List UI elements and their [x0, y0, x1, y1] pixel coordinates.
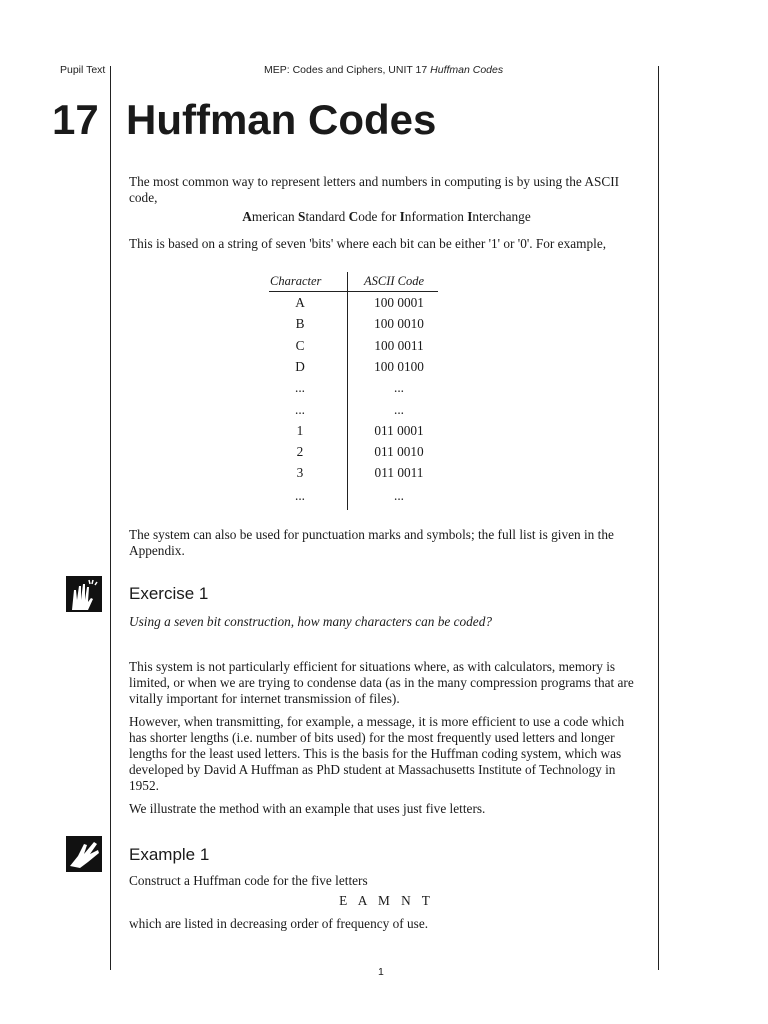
example-letters: E A M N T — [339, 893, 434, 908]
table-cell-character: B — [295, 316, 305, 331]
table-cell-code: 100 0001 — [374, 295, 424, 310]
acronym-rest: merican — [251, 209, 299, 224]
header-center — [264, 64, 503, 76]
table-cell-character: 1 — [296, 423, 304, 438]
table-cell-character: 3 — [296, 465, 304, 480]
header-left: Pupil Text — [60, 64, 106, 76]
intro-paragraph-1: The most common way to represent letters and numbers in computing is by using the ASCII code, — [129, 174, 620, 205]
acronym-rest: nformation — [404, 209, 468, 224]
table-cell-code: 100 0100 — [374, 359, 424, 374]
page-number: 1 — [378, 966, 384, 978]
left-margin-rule — [110, 66, 111, 970]
table-cell-code: 011 0010 — [374, 444, 424, 459]
after-table-paragraph: The system can also be used for punctuation marks and symbols; the full list is given in the Appendix. — [129, 527, 614, 558]
table-cell-code: ... — [394, 402, 404, 417]
table-cell-character: A — [295, 295, 305, 310]
table-cell-character: ... — [295, 488, 305, 503]
table-cell-code: 011 0011 — [374, 465, 424, 480]
table-cell-code: ... — [394, 380, 404, 395]
table-header-character: Character — [270, 274, 322, 288]
table-divider-vertical — [347, 272, 348, 510]
acronym-rest: tandard — [305, 209, 349, 224]
acronym-initial: I — [467, 209, 473, 224]
intro-paragraph-2: This is based on a string of seven 'bits' where each bit can be either '1' or '0'. For example, — [129, 236, 607, 251]
example-line-1: Construct a Huffman code for the five letters — [129, 873, 368, 888]
table-cell-code: ... — [394, 488, 404, 503]
body-paragraph-2: However, when transmitting, for example, a message, it is more efficient to use a code which has shorter lengths (i.e. number of bits used) for the most frequently used letters and longer lengths for the least used letters. This is the basis for the Huffman coding system, which was developed by David A Huffman as PhD student at Massachusetts Institute of Technology in 1952. — [129, 714, 625, 793]
table-cell-code: 100 0010 — [374, 316, 424, 331]
exercise-question: Using a seven bit construction, how many characters can be coded? — [129, 614, 493, 629]
table-cell-character: ... — [295, 402, 305, 417]
acronym-initial: I — [399, 209, 405, 224]
hands-raised-icon — [66, 576, 102, 612]
unit-number: 17 — [52, 96, 99, 143]
example-line-2: which are listed in decreasing order of frequency of use. — [129, 916, 429, 931]
page-title: Huffman Codes — [126, 96, 437, 143]
pointing-hand-icon — [66, 836, 102, 872]
ascii-acronym — [129, 209, 644, 225]
acronym-initial: C — [348, 209, 359, 224]
header-center-prefix: MEP: Codes and Ciphers, UNIT 17 — [264, 64, 431, 76]
exercise-heading: Exercise 1 — [129, 584, 209, 603]
table-cell-character: D — [295, 359, 305, 374]
right-margin-rule — [658, 66, 659, 970]
table-cell-code: 100 0011 — [374, 338, 424, 353]
header-center-italic: Huffman Codes — [430, 64, 504, 76]
body-paragraph-1: This system is not particularly efficient for situations where, as with calculators, memory is limited, or when we are trying to condense data (as in the many compression programs that are vitally important for internet transmission of files). — [129, 659, 634, 706]
example-heading: Example 1 — [129, 845, 210, 864]
table-cell-character: 2 — [296, 444, 304, 459]
acronym-rest: nterchange — [472, 209, 531, 224]
table-header-ascii-code: ASCII Code — [364, 274, 425, 288]
acronym-rest: ode for — [358, 209, 400, 224]
table-cell-character: C — [295, 338, 305, 353]
acronym-initial: S — [298, 209, 306, 224]
acronym-initial: A — [242, 209, 252, 224]
table-cell-code: 011 0001 — [374, 423, 424, 438]
table-divider-horizontal — [269, 291, 438, 292]
body-paragraph-3: We illustrate the method with an example that uses just five letters. — [129, 801, 486, 816]
table-cell-character: ... — [295, 380, 305, 395]
